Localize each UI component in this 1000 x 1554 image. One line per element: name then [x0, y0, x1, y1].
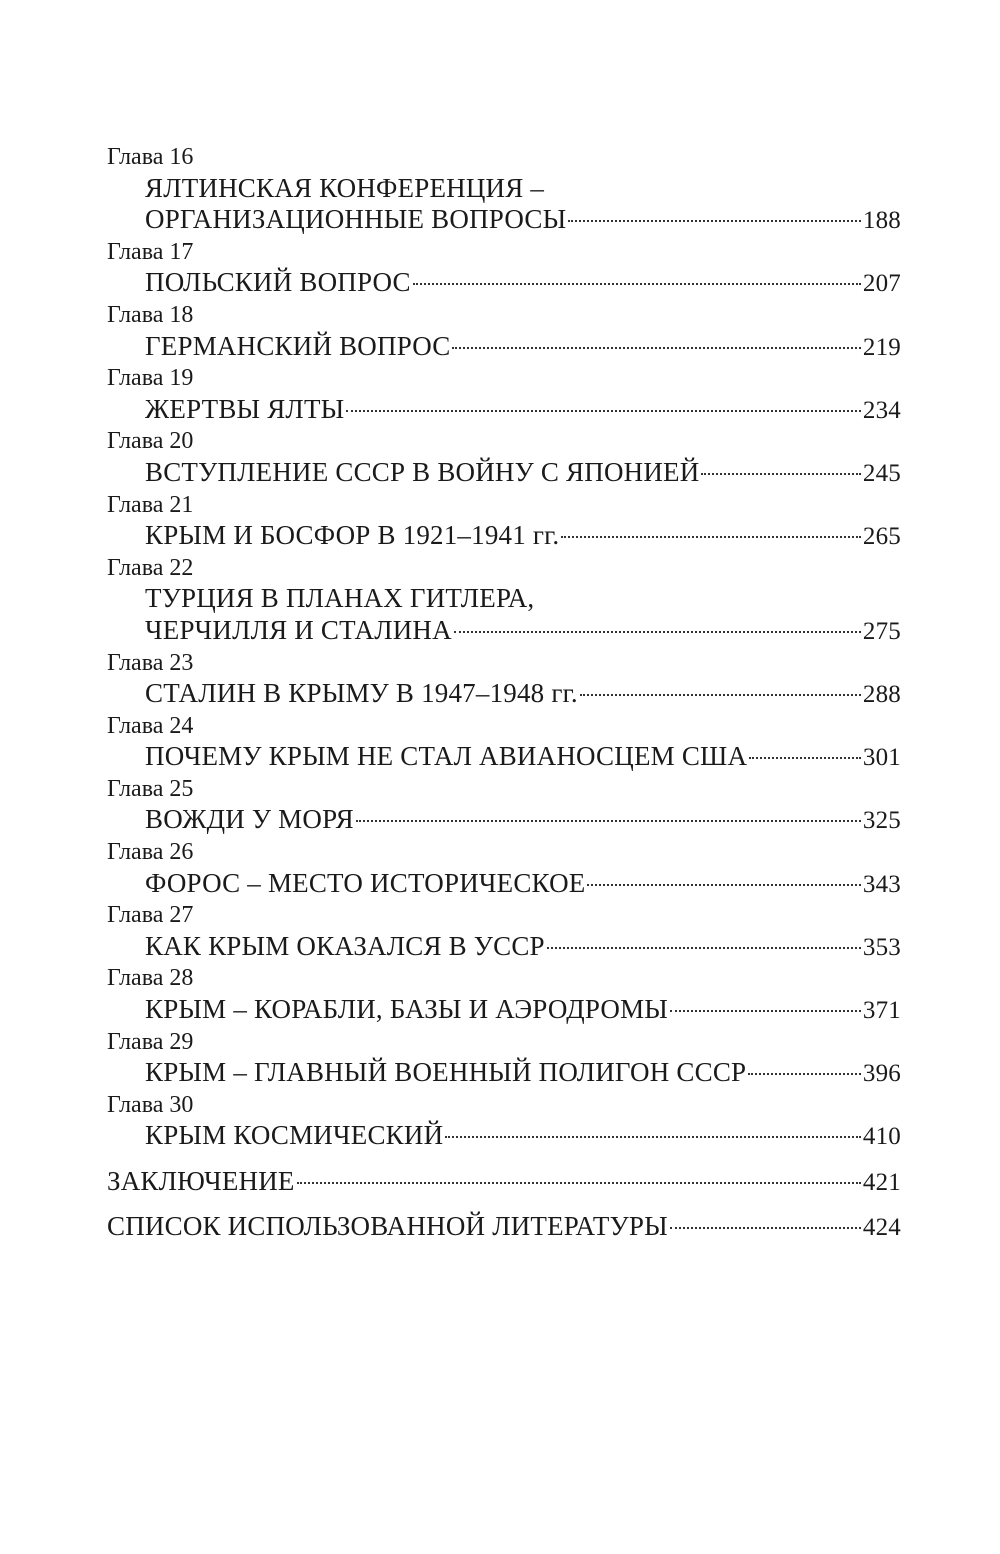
chapter-number: Глава 21 [107, 491, 194, 518]
chapter-entry [107, 236, 901, 299]
chapter-entry [107, 552, 901, 647]
page-number: 207 [862, 270, 901, 298]
chapter-entry [107, 773, 901, 836]
chapter-title-line [107, 1120, 901, 1152]
chapter-number: Глава 23 [107, 649, 194, 676]
chapter-title-line [107, 615, 901, 647]
chapter-number: Глава 17 [107, 238, 194, 265]
chapter-title-text: СТАЛИН В КРЫМУ В 1947–1948 гг. [145, 678, 578, 709]
dot-leader [547, 947, 861, 949]
dot-leader [580, 694, 861, 696]
page-number: 188 [862, 207, 901, 235]
page-number: 371 [862, 997, 901, 1025]
chapter-title-line [107, 804, 901, 836]
chapter-number: Глава 16 [107, 144, 194, 170]
dot-leader [454, 631, 861, 633]
chapter-number: Глава 27 [107, 902, 194, 929]
chapter-title-line [107, 741, 901, 773]
chapter-title-text: ФОРОС – МЕСТО ИСТОРИЧЕСКОЕ [145, 867, 586, 898]
chapter-title-text: ГЕРМАНСКИЙ ВОПРОС [145, 330, 451, 361]
chapter-entry [107, 1089, 901, 1152]
dot-leader [587, 884, 860, 886]
chapter-title-line [107, 931, 901, 963]
chapter-entry [107, 489, 901, 552]
dot-leader [670, 1010, 861, 1012]
chapter-entry [107, 1026, 901, 1089]
chapter-title-line [107, 994, 901, 1026]
chapter-number: Глава 29 [107, 1028, 194, 1055]
chapter-number: Глава 30 [107, 1091, 194, 1118]
dot-leader [297, 1182, 861, 1184]
chapter-number: Глава 18 [107, 301, 194, 328]
chapter-title-line [107, 204, 901, 236]
dot-leader [413, 283, 861, 285]
chapter-entry [107, 647, 901, 710]
back-matter-title: ЗАКЛЮЧЕНИЕ [107, 1166, 295, 1196]
chapter-entry [107, 141, 901, 236]
chapter-entry [107, 425, 901, 488]
chapter-title-text: КРЫМ КОСМИЧЕСКИЙ [145, 1120, 444, 1151]
chapter-entry [107, 710, 901, 773]
chapter-title-text: КРЫМ – КОРАБЛИ, БАЗЫ И АЭРОДРОМЫ [145, 994, 669, 1025]
dot-leader [561, 536, 861, 538]
dot-leader [445, 1136, 861, 1138]
chapter-title-text: ПОЧЕМУ КРЫМ НЕ СТАЛ АВИАНОСЦЕМ США [145, 741, 748, 772]
chapter-title-text: ВСТУПЛЕНИЕ СССР В ВОЙНУ С ЯПОНИЕЙ [145, 456, 700, 487]
page-number: 424 [862, 1214, 901, 1241]
chapter-number: Глава 25 [107, 775, 194, 802]
page-number: 234 [862, 396, 901, 424]
chapter-number: Глава 20 [107, 428, 194, 455]
chapter-number: Глава 19 [107, 365, 194, 392]
chapter-number: Глава 26 [107, 839, 194, 866]
page-number: 301 [862, 744, 901, 772]
page-number: 343 [862, 870, 901, 898]
dot-leader [748, 1073, 861, 1075]
chapter-title-text: КРЫМ – ГЛАВНЫЙ ВОЕННЫЙ ПОЛИГОН СССР [145, 1057, 747, 1088]
page-number: 353 [862, 933, 901, 961]
chapter-title-text: КАК КРЫМ ОКАЗАЛСЯ В УССР [145, 930, 545, 961]
chapter-title-text: ОРГАНИЗАЦИОННЫЕ ВОПРОСЫ [145, 204, 567, 235]
page-number: 288 [862, 681, 901, 709]
chapter-title-line [107, 394, 901, 426]
dot-leader [356, 820, 861, 822]
dot-leader [749, 757, 861, 759]
chapter-title-line: ЯЛТИНСКАЯ КОНФЕРЕНЦИЯ – [145, 172, 545, 203]
chapter-title-text: ЧЕРЧИЛЛЯ И СТАЛИНА [145, 614, 452, 645]
chapter-title-line: ТУРЦИЯ В ПЛАНАХ ГИТЛЕРА, [145, 583, 535, 614]
chapter-title-line [107, 520, 901, 552]
chapter-entry [107, 299, 901, 362]
chapter-number: Глава 28 [107, 965, 194, 992]
table-of-contents [107, 141, 901, 1242]
back-matter-title: СПИСОК ИСПОЛЬЗОВАННОЙ ЛИТЕРАТУРЫ [107, 1211, 668, 1241]
chapter-number: Глава 24 [107, 712, 194, 739]
page-number: 410 [862, 1123, 901, 1151]
page-number: 325 [862, 807, 901, 835]
dot-leader [346, 410, 861, 412]
chapter-title-line [107, 868, 901, 900]
dot-leader [670, 1227, 861, 1229]
chapter-number: Глава 22 [107, 554, 194, 581]
dot-leader [452, 347, 860, 349]
page-number: 219 [862, 333, 901, 361]
chapter-entry [107, 362, 901, 425]
chapter-title-line [107, 457, 901, 489]
chapter-title-line [107, 1057, 901, 1089]
dot-leader [568, 220, 861, 222]
chapter-title-text: КРЫМ И БОСФОР В 1921–1941 гг. [145, 520, 560, 551]
chapter-entry [107, 962, 901, 1025]
page-number: 396 [862, 1060, 901, 1088]
chapter-title-text: ПОЛЬСКИЙ ВОПРОС [145, 267, 411, 298]
page-number: 245 [862, 459, 901, 487]
back-matter-entry [107, 1165, 901, 1197]
chapter-title-line [107, 267, 901, 299]
dot-leader [701, 473, 860, 475]
chapter-entry [107, 836, 901, 899]
page-number: 275 [862, 617, 901, 645]
page-number: 421 [862, 1169, 901, 1196]
chapter-title-line [107, 678, 901, 710]
back-matter-entry [107, 1210, 901, 1242]
chapter-title-text: ЖЕРТВЫ ЯЛТЫ [145, 393, 345, 424]
chapter-title-text: ВОЖДИ У МОРЯ [145, 804, 354, 835]
chapter-entry [107, 899, 901, 962]
page-number: 265 [862, 523, 901, 551]
chapter-title-line [107, 331, 901, 363]
